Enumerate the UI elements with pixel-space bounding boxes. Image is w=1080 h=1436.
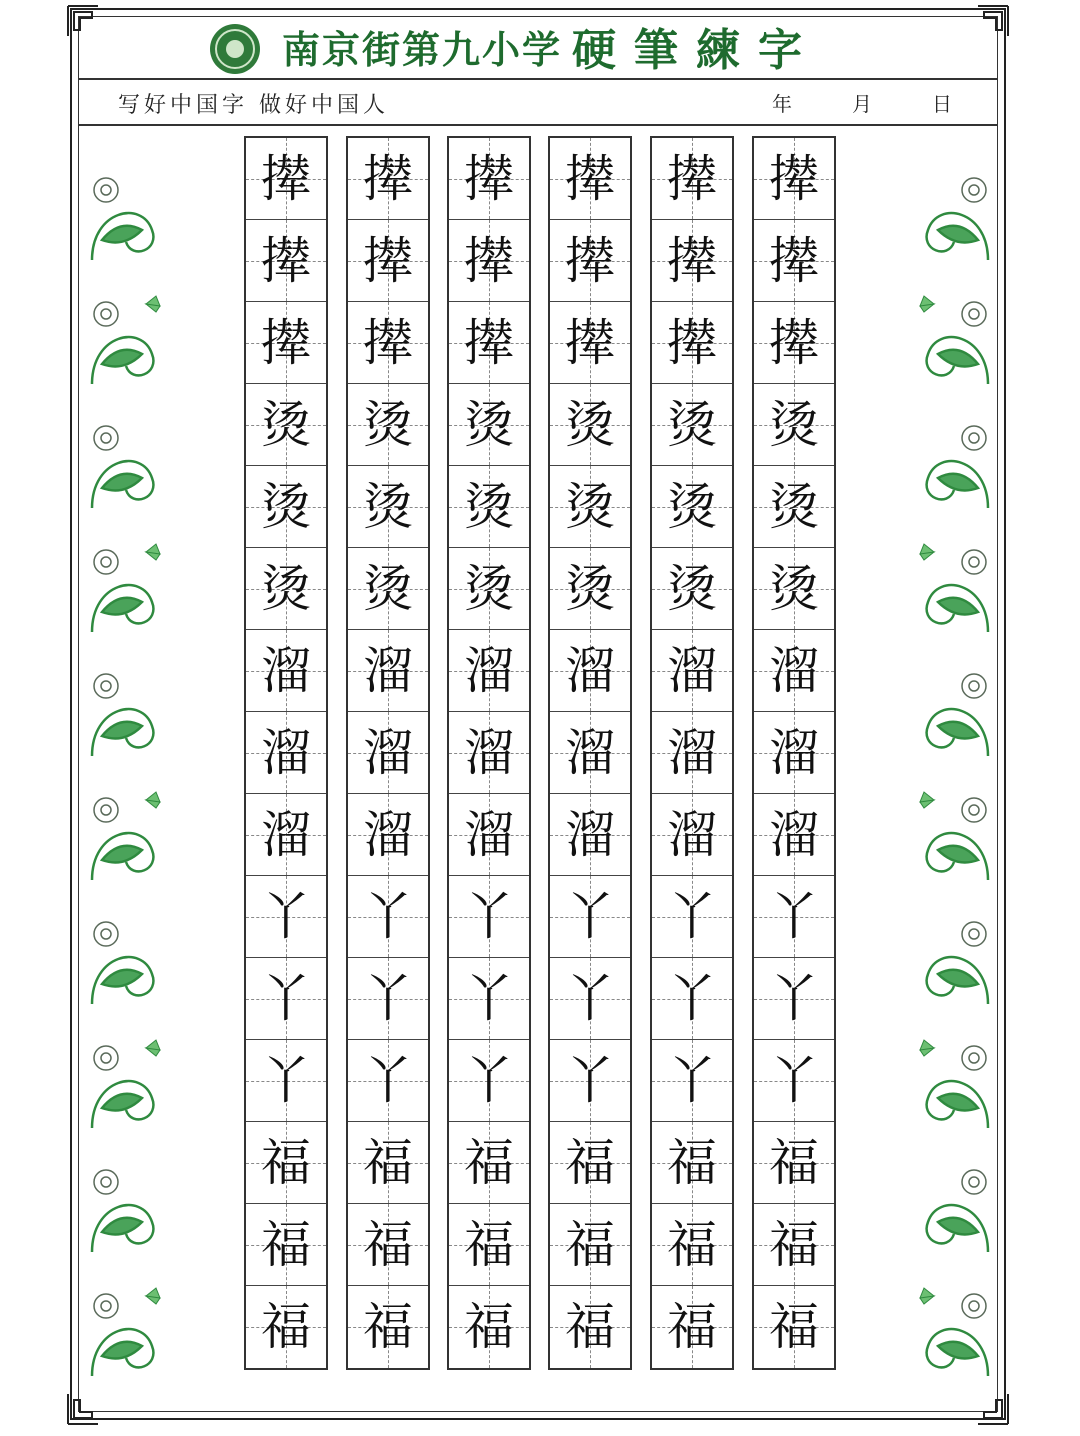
practice-cell [652,220,732,302]
practice-cell [348,876,428,958]
practice-cell [348,794,428,876]
practice-character: 福 [565,1133,615,1192]
subject-title: 硬筆練字 [572,25,821,76]
practice-cell [246,466,326,548]
practice-character: 烫 [565,559,615,618]
practice-column [650,136,734,1370]
practice-character: 撵 [261,149,311,208]
practice-character: 撵 [769,149,819,208]
practice-character: 福 [565,1215,615,1274]
practice-character: 撵 [565,231,615,290]
corner-ornament-bottom-left [66,1392,100,1426]
practice-cell [246,1122,326,1204]
practice-character: 撵 [769,313,819,372]
practice-character: 撵 [464,149,514,208]
practice-character: 福 [363,1298,413,1356]
practice-character: 撵 [667,313,717,372]
practice-cell [348,958,428,1040]
practice-cell [348,384,428,466]
practice-cell [652,548,732,630]
practice-character: 福 [464,1298,514,1356]
practice-cell [652,712,732,794]
practice-cell [246,712,326,794]
practice-cell [246,220,326,302]
practice-cell [550,548,630,630]
practice-character: 撵 [769,231,819,290]
practice-character: 烫 [565,477,615,536]
practice-character: 丫 [464,969,514,1028]
practice-cell [652,302,732,384]
practice-cell [550,876,630,958]
practice-character: 丫 [565,969,615,1028]
practice-cell [449,302,529,384]
practice-character: 撵 [261,313,311,372]
practice-character: 溜 [667,641,717,700]
practice-character: 丫 [667,887,717,946]
practice-cell [246,958,326,1040]
practice-character: 撵 [261,231,311,290]
practice-cell [550,1286,630,1368]
practice-cell [754,958,834,1040]
practice-character: 烫 [769,395,819,454]
practice-cell [754,302,834,384]
practice-character: 烫 [261,559,311,618]
practice-cell [449,712,529,794]
practice-cell [550,794,630,876]
day-label: 日 [932,92,952,116]
practice-cell [449,958,529,1040]
practice-cell [348,302,428,384]
motto-text: 写好中国字 做好中国人 [118,93,389,118]
practice-character: 丫 [565,887,615,946]
practice-cell [246,794,326,876]
practice-character: 溜 [464,723,514,782]
practice-column [548,136,632,1370]
practice-character: 烫 [769,477,819,536]
practice-cell [449,220,529,302]
practice-character: 丫 [667,969,717,1028]
practice-character: 烫 [363,559,413,618]
practice-character: 烫 [261,477,311,536]
practice-cell [246,1040,326,1122]
practice-character: 溜 [565,805,615,864]
practice-column [752,136,836,1370]
practice-cell [348,466,428,548]
practice-character: 撵 [464,231,514,290]
practice-cell [754,1286,834,1368]
practice-cell [754,794,834,876]
practice-character: 福 [363,1133,413,1192]
practice-character: 福 [464,1215,514,1274]
practice-character: 福 [769,1298,819,1356]
practice-character: 烫 [464,477,514,536]
practice-character: 溜 [565,723,615,782]
practice-cell [246,1204,326,1286]
practice-cell [754,384,834,466]
practice-cell [652,1122,732,1204]
school-emblem-icon [208,22,262,76]
practice-cell [652,876,732,958]
practice-cell [449,1122,529,1204]
practice-character: 丫 [261,887,311,946]
practice-character: 福 [769,1133,819,1192]
practice-character: 丫 [464,887,514,946]
practice-cell [754,1040,834,1122]
practice-cell [550,958,630,1040]
practice-character: 烫 [464,395,514,454]
practice-cell [348,138,428,220]
practice-cell [754,630,834,712]
practice-character: 福 [667,1215,717,1274]
practice-character: 烫 [667,559,717,618]
practice-cell [348,1204,428,1286]
practice-cell [754,220,834,302]
practice-character: 溜 [667,723,717,782]
month-label: 月 [852,92,872,116]
practice-character: 溜 [363,805,413,864]
practice-character: 溜 [464,805,514,864]
inner-frame [78,16,998,1412]
practice-character: 溜 [261,805,311,864]
practice-character: 丫 [464,1051,514,1110]
practice-cell [348,1122,428,1204]
practice-cell [246,548,326,630]
practice-cell [449,548,529,630]
practice-cell [550,1122,630,1204]
practice-character: 溜 [769,723,819,782]
practice-character: 溜 [261,723,311,782]
practice-character: 福 [769,1215,819,1274]
practice-cell [754,138,834,220]
practice-character: 烫 [667,395,717,454]
practice-cell [246,876,326,958]
practice-character: 溜 [667,805,717,864]
practice-cell [449,876,529,958]
practice-character: 福 [667,1133,717,1192]
page-title [282,18,820,74]
practice-column [447,136,531,1370]
practice-cell [754,1122,834,1204]
practice-character: 福 [464,1133,514,1192]
practice-cell [550,630,630,712]
practice-cell [550,138,630,220]
practice-character: 撵 [667,231,717,290]
practice-character: 溜 [363,723,413,782]
practice-character: 撵 [565,313,615,372]
practice-cell [246,1286,326,1368]
practice-cell [652,384,732,466]
practice-character: 丫 [667,1051,717,1110]
practice-cell [754,876,834,958]
practice-cell [550,302,630,384]
practice-character: 丫 [363,887,413,946]
practice-character: 丫 [769,969,819,1028]
practice-character: 福 [261,1133,311,1192]
practice-cell [348,220,428,302]
practice-cell [348,1040,428,1122]
practice-character: 溜 [363,641,413,700]
practice-character: 撵 [565,149,615,208]
practice-cell [246,630,326,712]
practice-character: 烫 [565,395,615,454]
practice-character: 溜 [261,641,311,700]
practice-character: 撵 [667,149,717,208]
practice-character: 烫 [363,477,413,536]
left-vine-ornament [82,150,172,1390]
practice-cell [652,466,732,548]
practice-character: 溜 [769,805,819,864]
right-vine-ornament [908,150,998,1390]
practice-character: 丫 [363,1051,413,1110]
practice-character: 烫 [769,559,819,618]
practice-cell [550,384,630,466]
practice-cell [246,138,326,220]
practice-cell [348,712,428,794]
practice-character: 丫 [769,887,819,946]
practice-character: 撵 [363,231,413,290]
practice-cell [449,794,529,876]
practice-character: 溜 [464,641,514,700]
practice-column [244,136,328,1370]
corner-ornament-bottom-right [976,1392,1010,1426]
practice-character: 撵 [464,313,514,372]
practice-cell [652,1204,732,1286]
practice-character: 烫 [667,477,717,536]
practice-character: 丫 [769,1051,819,1110]
practice-cell [652,794,732,876]
practice-character: 丫 [565,1051,615,1110]
practice-character: 溜 [769,641,819,700]
practice-cell [449,1204,529,1286]
practice-cell [449,630,529,712]
practice-column [346,136,430,1370]
practice-character: 福 [363,1215,413,1274]
practice-character: 丫 [363,969,413,1028]
practice-cell [550,1204,630,1286]
year-label: 年 [772,92,792,116]
practice-cell [652,1040,732,1122]
practice-character: 福 [565,1298,615,1356]
practice-character: 福 [261,1298,311,1356]
practice-cell [652,630,732,712]
practice-cell [449,1286,529,1368]
practice-character: 撵 [363,149,413,208]
practice-cell [550,1040,630,1122]
practice-cell [246,384,326,466]
practice-character: 烫 [261,395,311,454]
practice-cell [449,466,529,548]
practice-cell [754,548,834,630]
practice-cell [550,220,630,302]
practice-cell [550,466,630,548]
practice-character: 烫 [464,559,514,618]
practice-cell [449,138,529,220]
practice-cell [754,712,834,794]
practice-character: 撵 [363,313,413,372]
practice-character: 丫 [261,1051,311,1110]
practice-cell [246,302,326,384]
practice-cell [652,1286,732,1368]
practice-cell [348,630,428,712]
practice-character: 福 [261,1215,311,1274]
practice-cell [449,1040,529,1122]
practice-cell [652,138,732,220]
practice-cell [754,1204,834,1286]
practice-cell [652,958,732,1040]
practice-cell [348,1286,428,1368]
practice-character: 溜 [565,641,615,700]
practice-cell [550,712,630,794]
practice-cell [754,466,834,548]
practice-character: 烫 [363,395,413,454]
practice-character: 福 [667,1298,717,1356]
practice-cell [449,384,529,466]
practice-cell [348,548,428,630]
school-name: 南京街第九小学 [282,27,563,72]
practice-character: 丫 [261,969,311,1028]
